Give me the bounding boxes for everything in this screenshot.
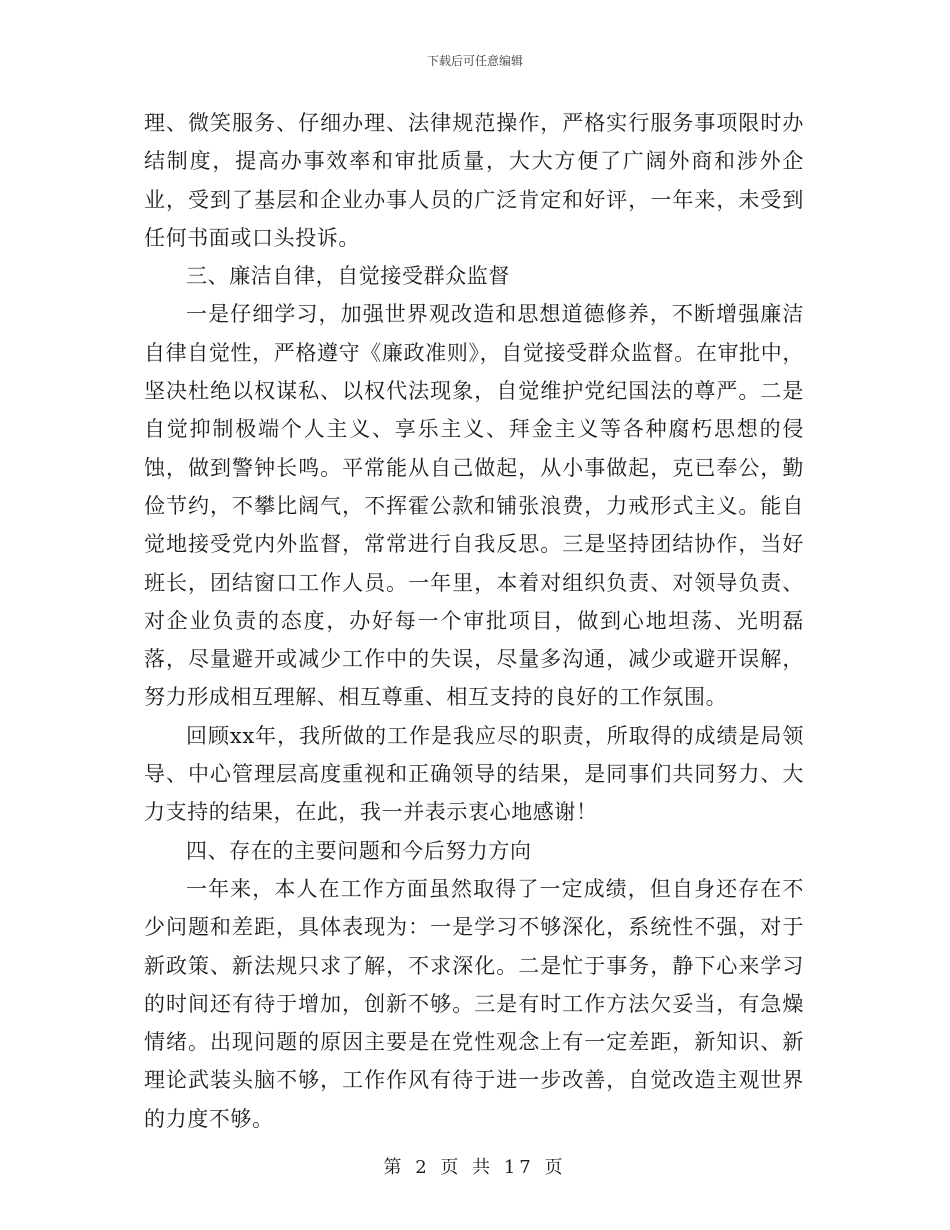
paragraph-problems: 一年来，本人在工作方面虽然取得了一定成绩，但自身还存在不少问题和差距，具体表现为：一是学习不够深化，系统性不强，对于新政策、新法规只求了解，不求深化。二是忙于事务，静下心来学习的时间还有待于增加，创新不够。三是有时工作方法欠妥当，有急燥情绪。出现问题的原因主要是在党性观念上有一定差距，新知识、新理论武装头脑不够，工作作风有待于进一步改善，自觉改造主观世界的力度不够。	[144, 876, 804, 1131]
section-heading-3: 三、廉洁自律，自觉接受群众监督	[186, 264, 510, 289]
page-header-note: 下载后可任意编辑	[426, 54, 523, 68]
paragraph-integrity: 一是仔细学习，加强世界观改造和思想道德修养，不断增强廉洁自律自觉性，严格遵守《廉政准则》，自觉接受群众监督。在审批中，坚决杜绝以权谋私、以权代法现象，自觉维护党纪国法的尊严。二是自觉抑制极端个人主义、享乐主义、拜金主义等各种腐朽思想的侵蚀，做到警钟长鸣。平常能从自己做起，从小事做起，克已奉公，勤俭节约，不攀比阔气，不挥霍公款和铺张浪费，力戒形式主义。能自觉地接受党内外监督，常常进行自我反思。三是坚持团结协作，当好班长，团结窗口工作人员。一年里，本着对组织负责、对领导负责、对企业负责的态度，办好每一个审批项目，做到心地坦荡、光明磊落，尽量避开或减少工作中的失误，尽量多沟通，减少或避开误解，努力形成相互理解、相互尊重、相互支持的良好的工作氛围。	[144, 302, 804, 710]
section-heading-4: 四、存在的主要问题和今后努力方向	[186, 838, 532, 863]
paragraph-continuation: 理、微笑服务、仔细办理、法律规范操作，严格实行服务事项限时办结制度，提高办事效率和审批质量，大大方便了广阔外商和涉外企业，受到了基层和企业办事人员的广泛肯定和好评，一年来，未受到任何书面或口头投诉。	[144, 111, 804, 250]
document-body	[144, 104, 804, 1138]
page-number-footer: 第 2 页 共 17 页	[383, 1157, 567, 1178]
paragraph-review: 回顾xx年，我所做的工作是我应尽的职责，所取得的成绩是局领导、中心管理层高度重视和正确领导的结果，是同事们共同努力、大力支持的结果，在此，我一并表示衷心地感谢！	[144, 723, 804, 825]
